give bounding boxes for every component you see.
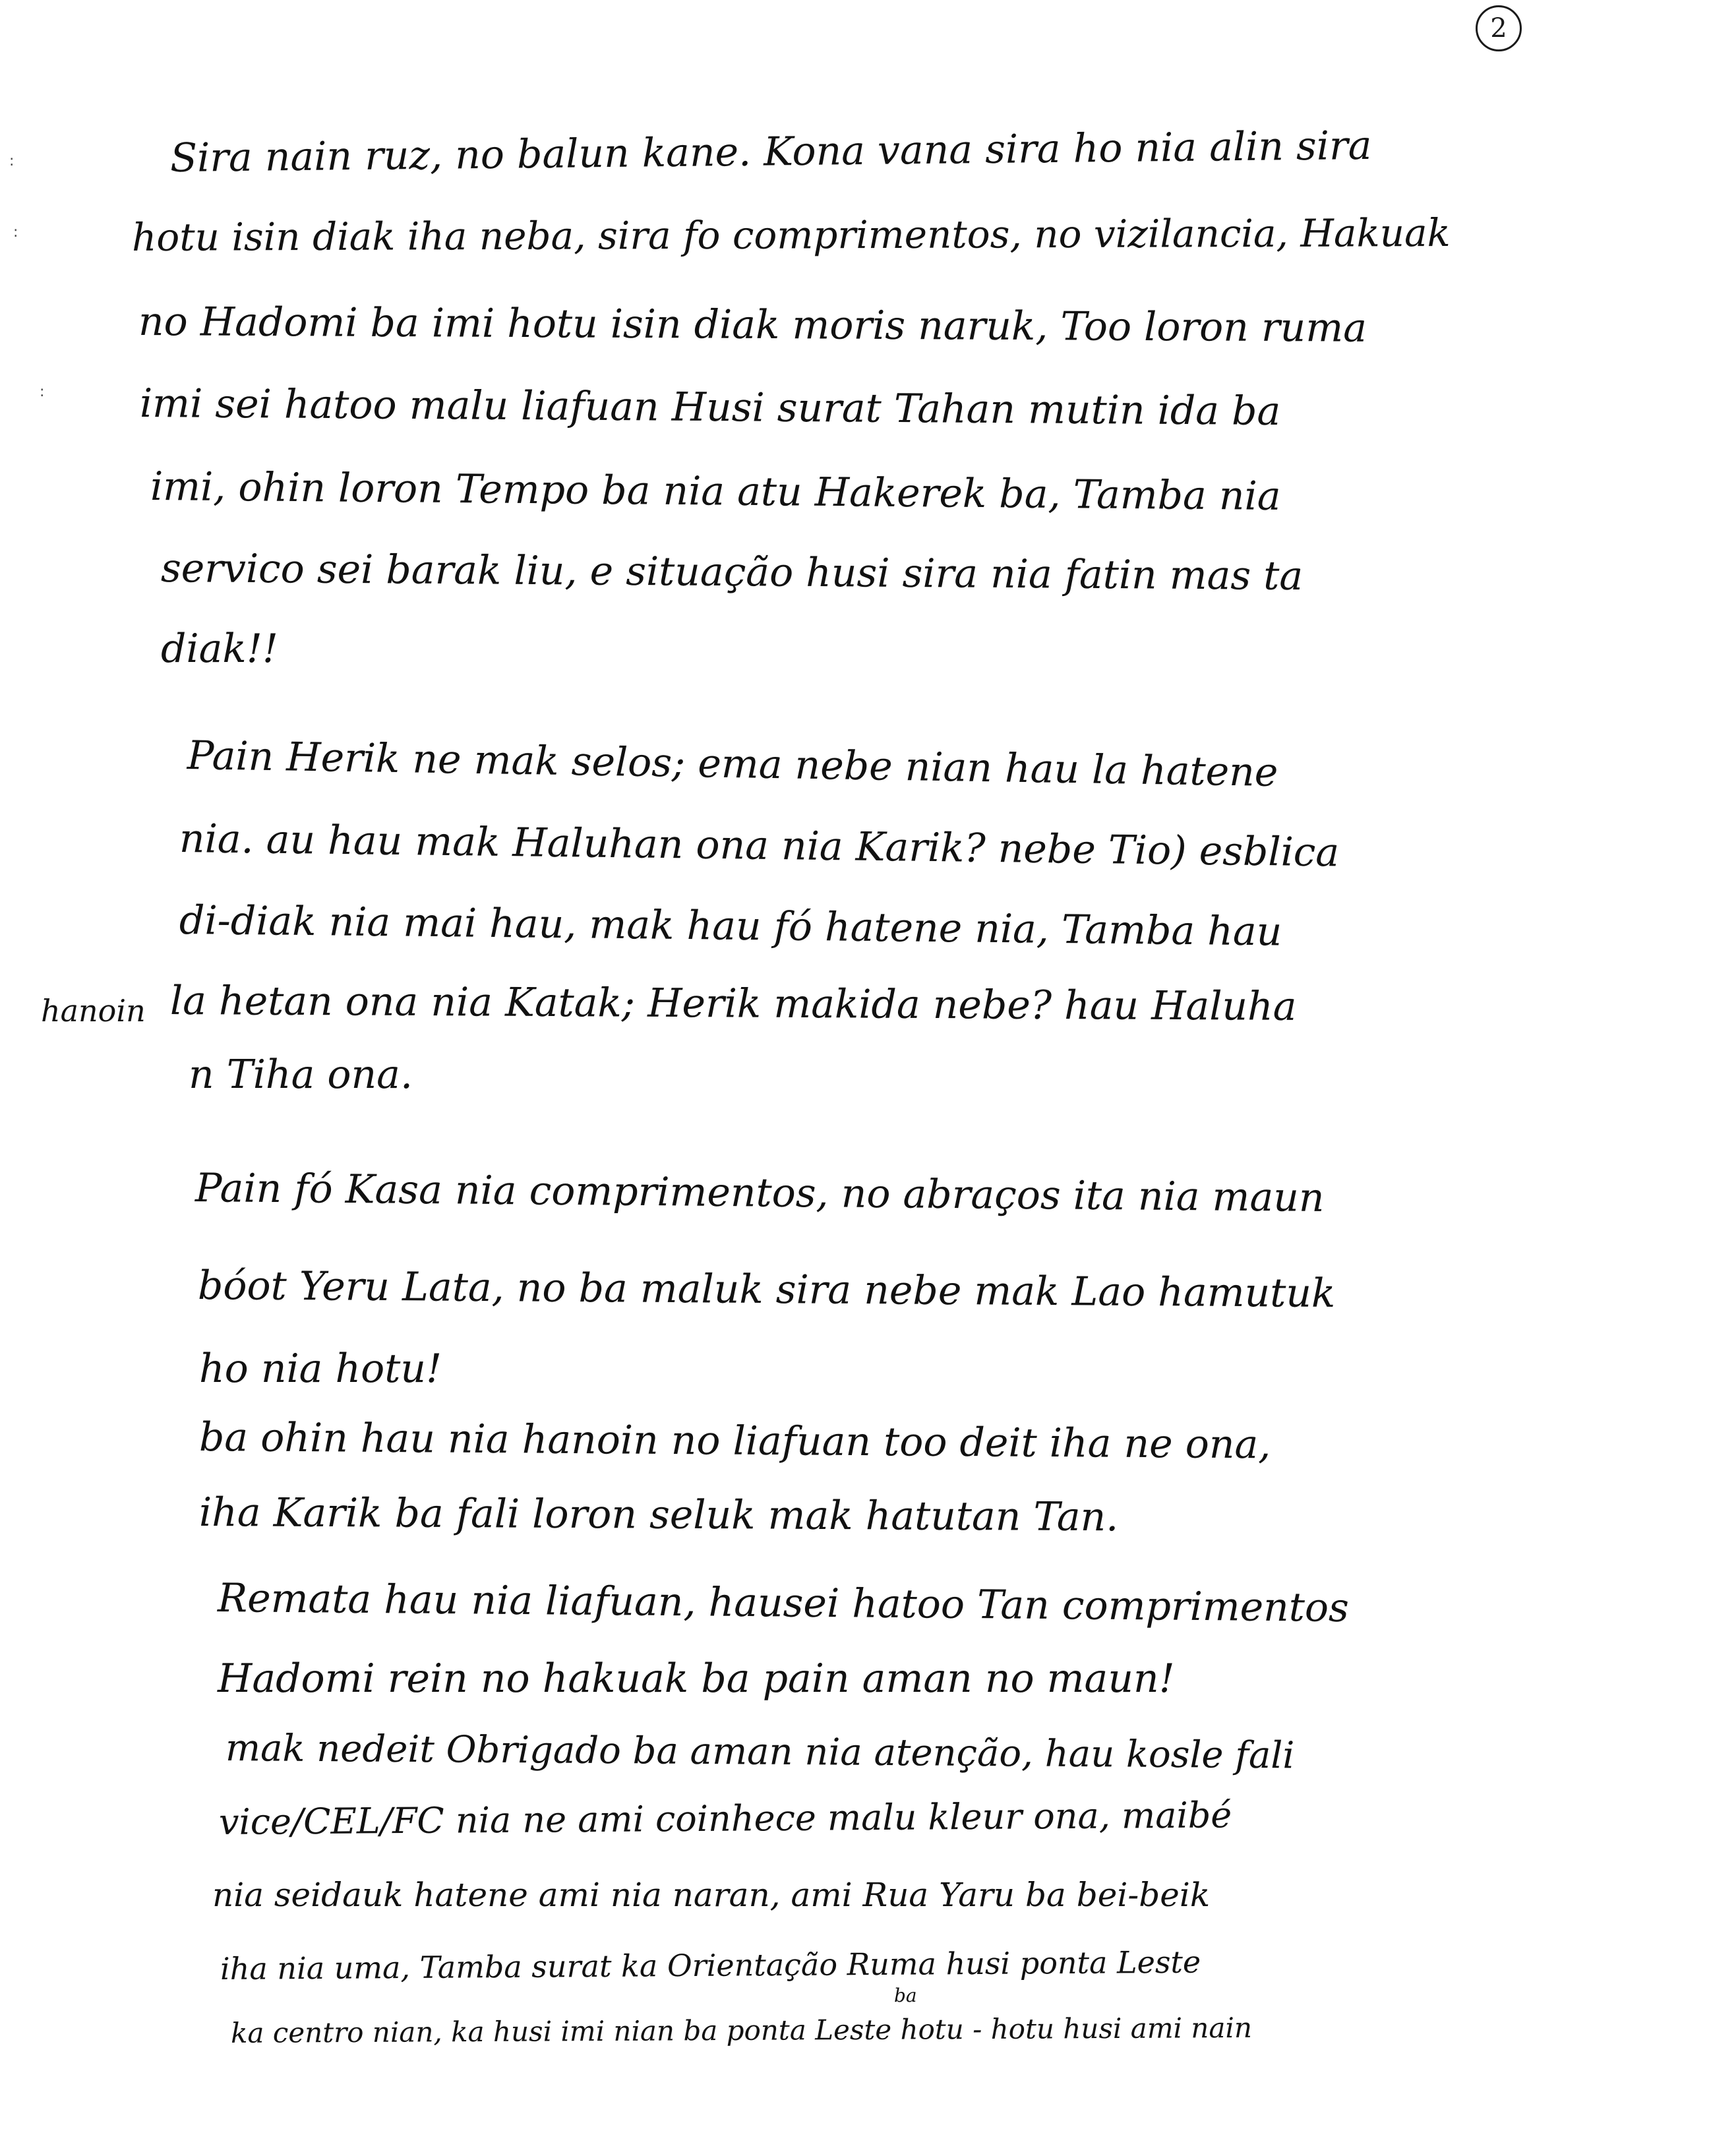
text-line: Remata hau nia liafuan, hausei hatoo Tan comprimentos xyxy=(217,1575,1350,1631)
text-line: imi, ohin loron Tempo ba nia atu Hakerek ba, Tamba nia xyxy=(150,464,1281,520)
page-number: 2 xyxy=(1476,5,1522,51)
margin-mark: : xyxy=(40,384,45,400)
margin-mark: : xyxy=(9,153,15,169)
text-line: ka centro nian, ka husi imi nian ba ponta Leste hotu - hotu husi ami nain xyxy=(230,2011,1253,2049)
text-line: ba ohin hau nia hanoin no liafuan too deit iha ne ona, xyxy=(198,1414,1271,1468)
superscript-insert: ba xyxy=(894,1985,917,2006)
text-line: Hadomi rein no hakuak ba pain aman no maun! xyxy=(218,1656,1175,1702)
text-line: vice/CEL/FC nia ne ami coinhece malu kleur ona, maibé xyxy=(218,1794,1232,1843)
text-line: Pain fó Kasa nia comprimentos, no abraços ita nia maun xyxy=(195,1165,1325,1221)
text-line: n Tiha ona. xyxy=(189,1052,413,1098)
text-line: Sira nain ruz, no balun kane. Kona vana sira ho nia alin sira xyxy=(169,122,1372,181)
text-line: nia seidauk hatene ami nia naran, ami Rua Yaru ba bei-beik xyxy=(212,1876,1211,1914)
text-line: hotu isin diak iha neba, sira fo comprimentos, no vizilancia, Hakuak xyxy=(131,210,1451,260)
text-line: di-diak nia mai hau, mak hau fó hatene nia, Tamba hau xyxy=(179,897,1282,955)
text-line: mak nedeit Obrigado ba aman nia atenção, hau kosle fali xyxy=(225,1727,1295,1778)
text-line: bóot Yeru Lata, no ba maluk sira nebe mak Lao hamutuk xyxy=(197,1263,1336,1317)
text-line: diak!! xyxy=(161,626,278,672)
text-line: no Hadomi ba imi hotu isin diak moris naruk, Too loron ruma xyxy=(138,299,1367,351)
text-line: iha nia uma, Tamba surat ka Orientação Ruma husi ponta Leste xyxy=(220,1944,1201,1987)
text-line: nia. au hau mak Haluhan ona nia Karik? nebe Tio) esblica xyxy=(179,816,1340,876)
text-line: la hetan ona nia Katak; Herik makida nebe? hau Haluha xyxy=(169,978,1297,1030)
margin-insert-word: hanoin xyxy=(41,993,146,1029)
margin-mark: : xyxy=(13,224,18,241)
text-line: Pain Herik ne mak selos; ema nebe nian hau la hatene xyxy=(187,733,1278,796)
text-line: imi sei hatoo malu liafuan Husi surat Tahan mutin ida ba xyxy=(139,380,1281,435)
text-line: servico sei barak liu, e situação husi sira nia fatin mas ta xyxy=(160,545,1304,600)
text-line: iha Karik ba fali loron seluk mak hatutan Tan. xyxy=(198,1489,1119,1541)
text-line: ho nia hotu! xyxy=(199,1346,442,1392)
